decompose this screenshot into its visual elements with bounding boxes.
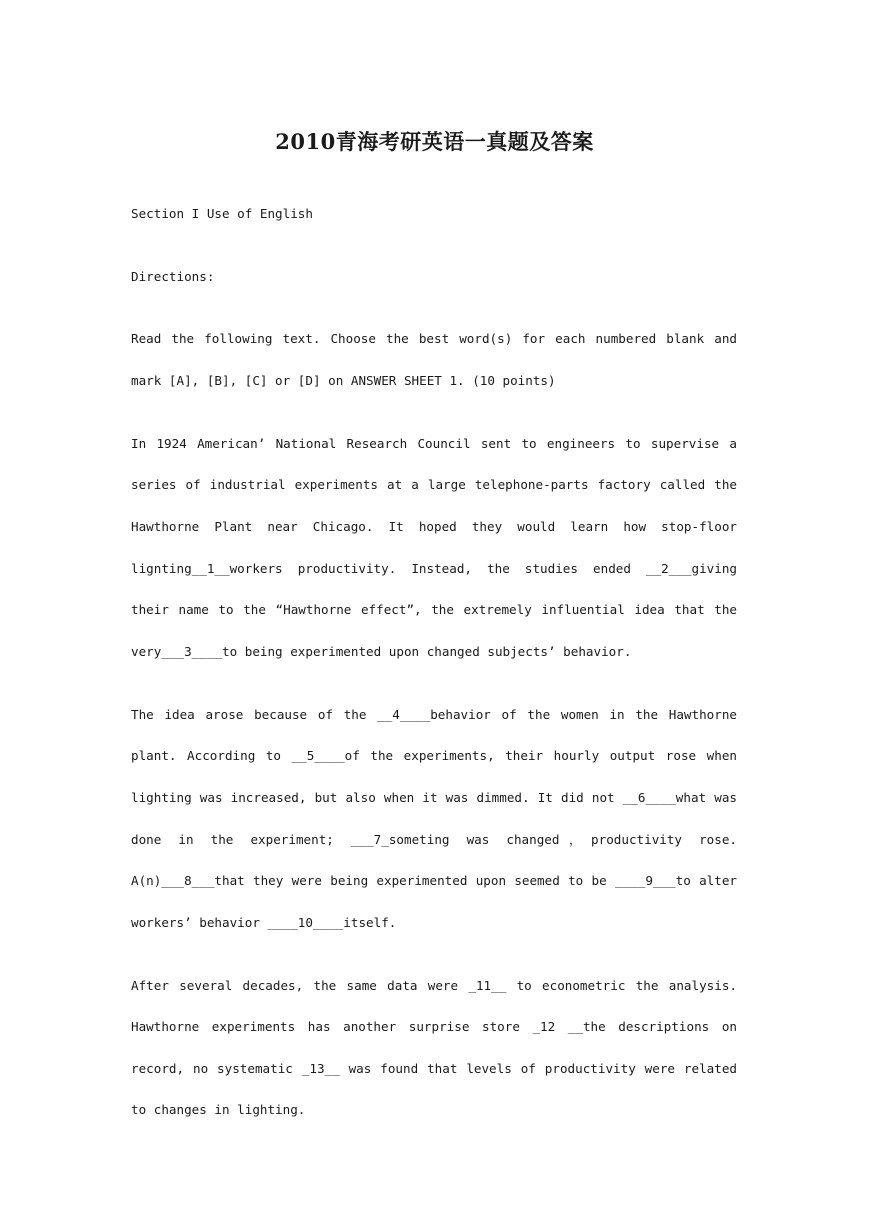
directions-text: Read the following text. Choose the best word(s) for each numbered blank and mark [A], [B], [C] or [D] on ANSWER SHEET 1. (10 points) bbox=[131, 331, 737, 388]
section-heading: Section I Use of English bbox=[131, 206, 313, 221]
document-body bbox=[131, 193, 737, 1152]
page-title: 2010青海考研英语一真题及答案 bbox=[275, 129, 594, 155]
passage-paragraph-3: After several decades, the same data were _11__ to econometric the analysis. Hawthorne experiments has another surprise store _12 __the descriptions on record, no systematic _13__ was found that levels of productivity were related to changes in lighting. bbox=[131, 977, 737, 1118]
passage-paragraph-1: In 1924 American’ National Research Council sent to engineers to supervise a series of industrial experiments at a large telephone-parts factory called the Hawthorne Plant near Chicago. It hoped they would learn how stop-floor lignting__1__workers productivity. Instead, the studies ended __2___giving their name to the “Hawthorne effect”, the extremely influential idea that the very___3____to being experimented upon changed subjects’ behavior. bbox=[131, 435, 737, 659]
directions-label: Directions: bbox=[131, 268, 215, 284]
passage-paragraph-2: The idea arose because of the __4____behavior of the women in the Hawthorne plant. According to __5____of the experiments, their hourly output rose when lighting was increased, but also when it was dimmed. It did not __6____what was done in the experiment; ___7_someting was changed，productivity rose. A(n)___8___that they were being experimented upon seemed to be ____9___to alter workers’ behavior ____10____itself. bbox=[131, 706, 737, 930]
